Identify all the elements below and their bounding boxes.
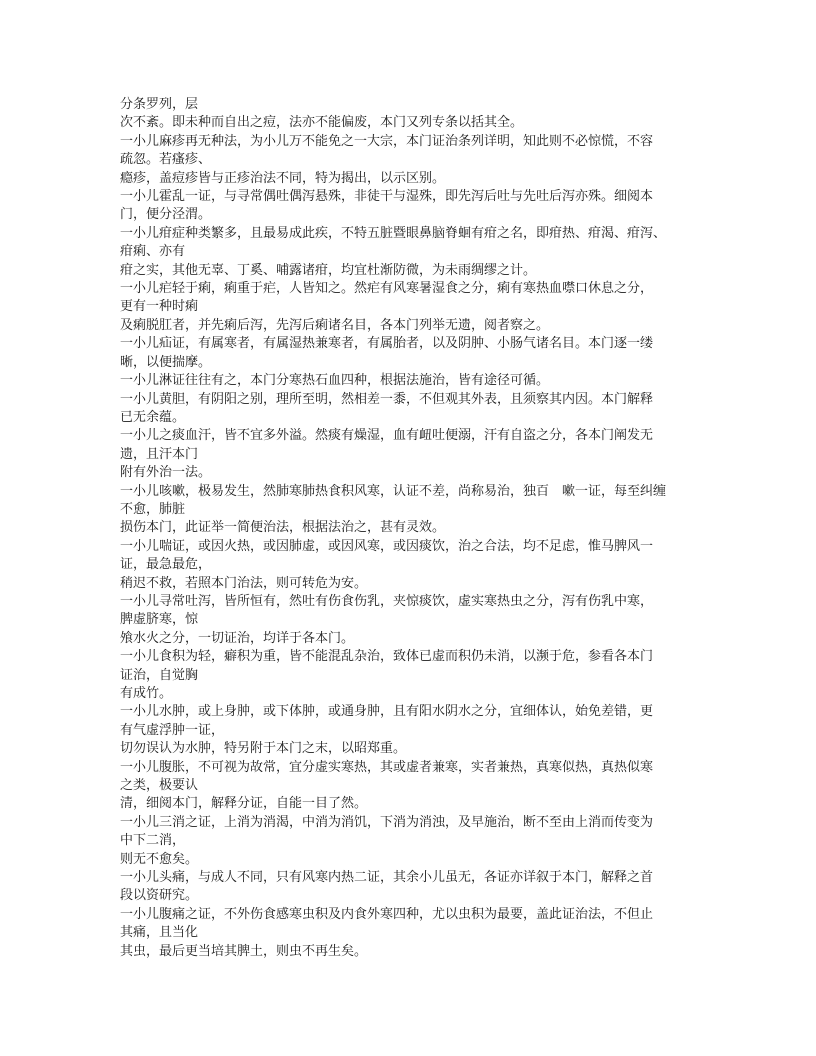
text-line: 一小儿食积为轻，癖积为重，皆不能混乱杂治，致体已虚而积仍未消，以濒于危，参看各本门 [120,649,654,665]
text-line: 一小儿疳症种类繁多，且最易成此疾，不特五脏暨眼鼻脑脊蛔有疳之名，即疳热、疳渴、疳泻、 [120,225,667,241]
text-line: 飧水火之分，一切证治，均详于各本门。 [120,630,355,646]
text-line: 次不紊。即未种而自出之痘，法亦不能偏废，本门又列专条以括其全。 [120,115,524,131]
text-line: 清，细阅本门，解释分证，自能一目了然。 [120,796,368,812]
text-line: 中下二消， [120,833,186,849]
text-line: 其虫，最后更当培其脾土，则虫不再生矣。 [120,943,368,959]
text-line: 已无余蕴。 [120,409,186,425]
text-line: 一小儿三消之证，上消为消渴，中消为消饥，下消为消浊，及早施治，断不至由上消而传变为 [120,814,654,830]
text-line: 脾虚脐寒，惊 [120,612,199,628]
text-line: 疳痢、亦有 [120,244,186,260]
text-line: 遗，且汗本门 [120,446,199,462]
text-line: 晰，以便揣摩。 [120,354,212,370]
text-line: 有气虚浮肿一证， [120,722,225,738]
text-line: 则无不愈矣。 [120,851,199,867]
text-line: 证治，自觉胸 [120,667,199,683]
text-line: 及痢脱肛者，并先痢后泻，先泻后痢诸名目，各本门列举无遗，阅者察之。 [120,317,550,333]
text-line: 疳之实，其他无辜、丁奚、哺露诸疳，均宜杜渐防微，为未雨绸缪之计。 [120,262,537,278]
text-line: 有成竹。 [120,686,173,701]
text-line: 一小儿霍乱一证，与寻常偶吐偶泻悬殊，非徒干与湿殊，即先泻后吐与先吐后泻亦殊。细阅本 [120,189,654,205]
text-line: 一小儿疟轻于痢，痢重于疟，人皆知之。然疟有风寒暑湿食之分，痢有寒热血噤口休息之分， [120,281,654,297]
text-line: 一小儿头痛，与成人不同，只有风寒内热二证，其余小儿虽无，各证亦详叙于本门，解释之首 [120,870,654,886]
text-line: 其痛，且当化 [120,925,199,941]
text-line: 附有外治一法。 [120,465,212,481]
text-line: 不愈，肺脏 [120,501,186,517]
text-line: 一小儿之痰血汗，皆不宜多外溢。然痰有燥湿，血有衄吐便溺，汗有自盗之分，各本门阐发无 [120,428,654,444]
text-line: 一小儿黄胆，有阴阳之别，理所至明，然相差一黍，不但观其外表，且须察其内因。本门解释 [120,391,654,407]
text-line: 一小儿喘证，或因火热，或因肺虚，或因风寒，或因痰饮，治之合法，均不足虑，惟马脾风一 [120,538,654,554]
text-line: 之类，极要认 [120,778,199,794]
text-line: 更有一种时痢 [120,299,199,315]
text-line: 切勿误认为水肿，特另附于本门之末，以昭郑重。 [120,741,407,757]
text-line: 稍迟不救，若照本门治法，则可转危为安。 [120,575,368,591]
text-line: 一小儿水肿，或上身肿，或下体肿，或通身肿，且有阳水阴水之分，宜细体认，始免差错，更 [120,704,654,720]
text-line: 一小儿咳嗽，极易发生，然肺寒肺热食积风寒，认证不差，尚称易治，独百 嗽一证，每至纠缠 [120,483,667,499]
document-body [120,96,700,961]
text-line: 损伤本门，此证举一简便治法，根据法治之，甚有灵效。 [120,520,446,536]
text-line: 证，最急最危， [120,557,212,573]
text-line: 疏忽。若瘙疹、 [120,152,212,168]
text-line: 一小儿淋证往往有之，本门分寒热石血四种，根据法施治，皆有途径可循。 [120,373,550,389]
text-line: 一小儿麻疹再无种法，为小儿万不能免之一大宗，本门证治条列详明，知此则不必惊慌，不容 [120,133,654,149]
text-line: 段以资研究。 [120,888,199,904]
text-line: 一小儿腹胀，不可视为故常，宜分虚实寒热，其或虚者兼寒，实者兼热，真寒似热，真热似寒 [120,759,654,775]
text-line: 分条罗列，层 [120,97,199,112]
text-line: 一小儿寻常吐泻，皆所恒有，然吐有伤食伤乳，夹惊痰饮，虚实寒热虫之分，泻有伤乳中寒， [120,593,654,609]
text-line: 门，便分泾渭。 [120,207,212,223]
text-line: 一小儿腹痛之证，不外伤食感寒虫积及内食外寒四种，尤以虫积为最要，盖此证治法，不但止 [120,906,654,922]
text-line: 瘾疹，盖痘疹皆与正疹治法不同，特为揭出，以示区别。 [120,170,446,186]
text-line: 一小儿疝证，有属寒者，有属湿热兼寒者，有属胎者，以及阴肿、小肠气诸名目。本门逐一缕 [120,336,654,352]
